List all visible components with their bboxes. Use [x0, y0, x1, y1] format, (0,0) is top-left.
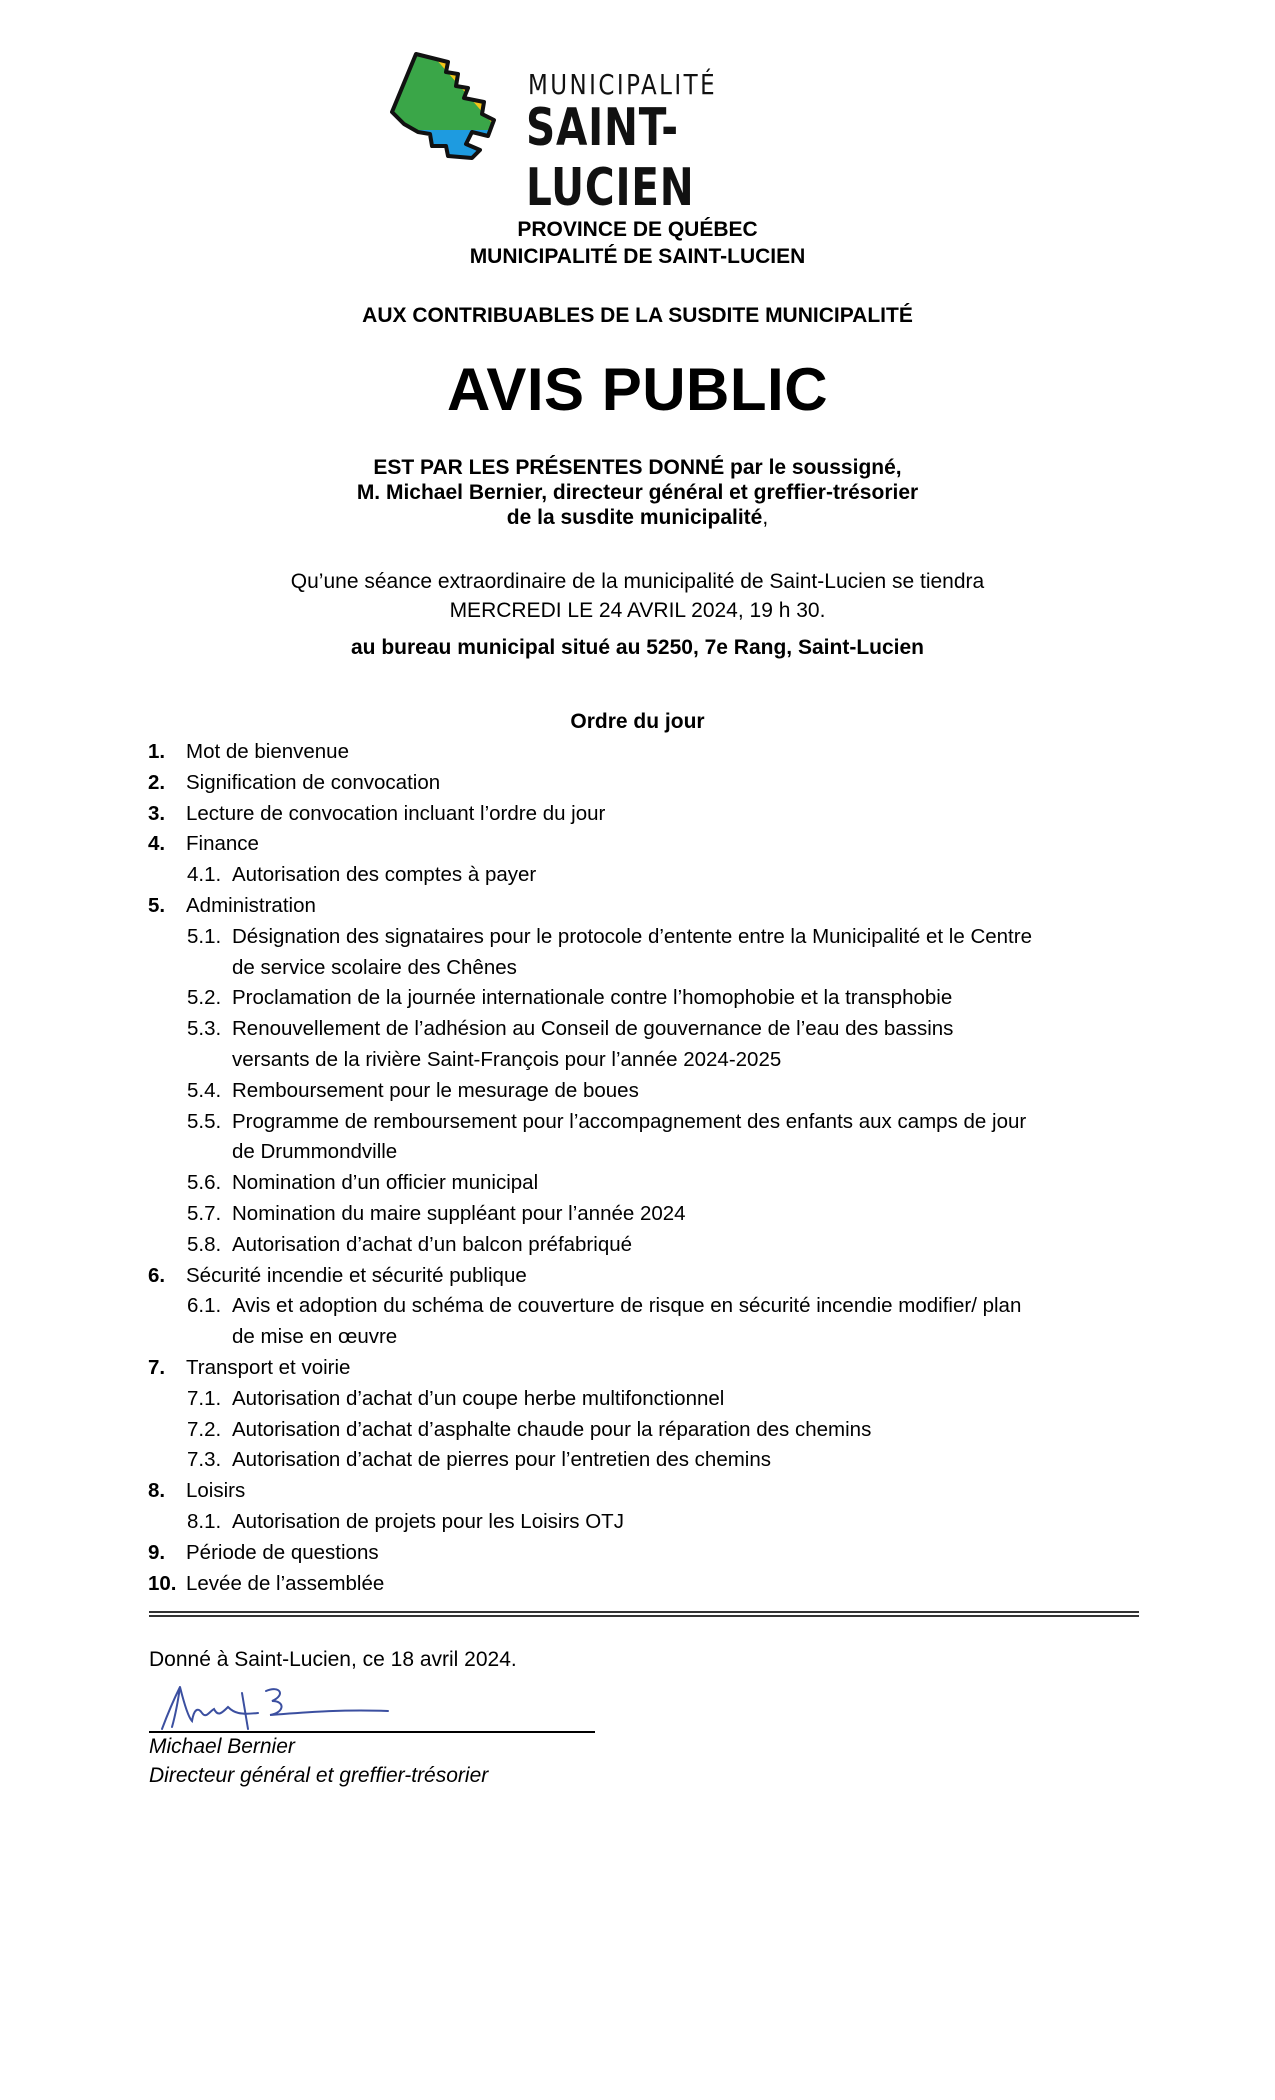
- agenda-subitem-number: 8.1.: [187, 1510, 222, 1533]
- agenda-subitem-continuation: [232, 1140, 397, 1164]
- agenda-subitem: [187, 1448, 771, 1472]
- signature-line: [149, 1731, 595, 1733]
- agenda-item-label: Mot de bienvenue: [186, 740, 349, 763]
- municipality-map-icon: [388, 50, 513, 160]
- agenda-item-label: Loisirs: [186, 1479, 246, 1503]
- agenda-subitem-text: de mise en œuvre: [232, 1325, 398, 1349]
- intro-bold-phrase: EST PAR LES PRÉSENTES DONNÉ: [373, 456, 725, 479]
- agenda-item-number: 9.: [148, 1540, 166, 1564]
- agenda-subitem: [187, 1294, 1021, 1318]
- agenda-item: [148, 832, 259, 856]
- page-title: AVIS PUBLIC: [446, 356, 829, 423]
- agenda-subitem: [187, 1017, 953, 1041]
- agenda-subitem-text: Programme de remboursement pour l’accompagnement des enfants aux camps de jour: [232, 1109, 1027, 1133]
- agenda-subitem-number: 5.6.: [187, 1171, 222, 1195]
- logo-saint-lucien-text: SAINT-LUCIEN: [526, 98, 695, 218]
- agenda-subitem-number: 7.3.: [187, 1448, 222, 1472]
- agenda-subitem-text: Autorisation de projets pour les Loisirs OTJ: [232, 1510, 624, 1533]
- agenda-item-label: Administration: [186, 894, 316, 917]
- given-date-line: Donné à Saint-Lucien, ce 18 avril 2024.: [149, 1648, 517, 1671]
- agenda-item-label: Lecture de convocation incluant l’ordre du jour: [186, 801, 606, 825]
- agenda-subitem: [187, 1510, 624, 1534]
- agenda-item-label: Levée de l’assemblée: [186, 1571, 385, 1595]
- intro-line-2: M. Michael Bernier, directeur général et greffier-trésorier: [356, 481, 919, 504]
- agenda-item-label: Signification de convocation: [186, 770, 441, 794]
- agenda-item: [148, 802, 605, 826]
- agenda-item-number: 8.: [148, 1479, 166, 1503]
- municipality-logo: [388, 50, 828, 218]
- municipality-heading: MUNICIPALITÉ DE SAINT-LUCIEN: [469, 245, 806, 268]
- agenda-item-label: Transport et voirie: [186, 1356, 351, 1379]
- agenda-subitem-number: 5.1.: [187, 924, 222, 948]
- agenda-subitem-text: de service scolaire des Chênes: [232, 955, 517, 979]
- agenda-subitem-number: 5.4.: [187, 1078, 222, 1102]
- agenda-subitem-text: versants de la rivière Saint-François pour l’année 2024-2025: [232, 1048, 782, 1071]
- agenda-item-number: 1.: [148, 740, 166, 763]
- signatory-role: Directeur général et greffier-trésorier: [149, 1764, 489, 1787]
- agenda-subitem-text: Avis et adoption du schéma de couverture de risque en sécurité incendie modifier/ plan: [232, 1294, 1022, 1318]
- agenda-subitem-text: Autorisation des comptes à payer: [232, 863, 537, 887]
- agenda-subitem-number: 7.1.: [187, 1386, 222, 1410]
- meeting-date: MERCREDI LE 24 AVRIL 2024, 19 h 30.: [449, 599, 826, 622]
- meeting-location: au bureau municipal situé au 5250, 7e Rang, Saint-Lucien: [351, 636, 924, 659]
- agenda-item: [148, 771, 440, 795]
- agenda-subitem: [187, 1079, 639, 1103]
- agenda-subitem-number: 4.1.: [187, 863, 222, 887]
- agenda-subitem: [187, 1387, 724, 1411]
- agenda-subitem-text: de Drummondville: [232, 1140, 398, 1164]
- agenda-subitem-number: 5.5.: [187, 1109, 222, 1133]
- agenda-subitem-text: Autorisation d’achat d’un balcon préfabriqué: [232, 1232, 633, 1256]
- agenda-item: [148, 1479, 245, 1503]
- agenda-subitem-text: Autorisation d’achat d’un coupe herbe multifonctionnel: [232, 1386, 725, 1410]
- agenda-item-number: 6.: [148, 1263, 166, 1287]
- agenda-subitem: [187, 1233, 632, 1257]
- agenda-subitem: [187, 925, 1032, 949]
- intro-line-1: [0, 456, 1275, 480]
- intro-line-3-bold: de la susdite municipalité: [506, 506, 763, 529]
- agenda-item: [148, 740, 349, 764]
- agenda-subitem-continuation: [232, 1325, 397, 1349]
- agenda-item-label: Sécurité incendie et sécurité publique: [186, 1263, 527, 1287]
- agenda-subitem: [187, 1202, 686, 1226]
- agenda-item: [148, 894, 316, 918]
- section-divider: [149, 1611, 1139, 1617]
- signatory-name: Michael Bernier: [149, 1735, 295, 1758]
- agenda-subitem-continuation: [232, 956, 517, 980]
- agenda-item: [148, 1356, 350, 1380]
- agenda-subitem-number: 5.8.: [187, 1232, 222, 1256]
- province-heading: PROVINCE DE QUÉBEC: [517, 218, 758, 241]
- intro-line-3: [0, 506, 1275, 530]
- agenda-item: [148, 1541, 379, 1565]
- agenda-item: [148, 1572, 384, 1596]
- agenda-subitem-text: Remboursement pour le mesurage de boues: [232, 1078, 639, 1102]
- logo-municipalite-text: MUNICIPALITÉ: [528, 68, 718, 101]
- agenda-item-label: Finance: [186, 832, 259, 856]
- agenda-item-number: 3.: [148, 801, 166, 825]
- intro-line-3-rest: ,: [762, 506, 769, 529]
- agenda-subitem: [187, 1171, 538, 1195]
- agenda-subitem-text: Autorisation d’achat d’asphalte chaude pour la réparation des chemins: [232, 1417, 872, 1441]
- agenda-subitem-number: 5.3.: [187, 1017, 222, 1041]
- agenda-subitem-text: Renouvellement de l’adhésion au Conseil de gouvernance de l’eau des bassins: [232, 1017, 954, 1041]
- agenda-subitem: [187, 1110, 1026, 1134]
- agenda-subitem-text: Nomination du maire suppléant pour l’année 2024: [232, 1202, 686, 1225]
- audience-heading: AUX CONTRIBUABLES DE LA SUSDITE MUNICIPALITÉ: [362, 304, 913, 327]
- agenda-subitem-number: 5.2.: [187, 986, 222, 1010]
- agenda-item-number: 4.: [148, 832, 166, 856]
- meeting-line-1: Qu’une séance extraordinaire de la municipalité de Saint-Lucien se tiendra: [290, 570, 985, 593]
- agenda-subitem-number: 5.7.: [187, 1202, 222, 1225]
- agenda-subitem-text: Proclamation de la journée internationale contre l’homophobie et la transphobie: [232, 986, 953, 1010]
- agenda-item-label: Période de questions: [186, 1540, 379, 1564]
- agenda-item-number: 2.: [148, 770, 166, 794]
- agenda-subitem-number: 7.2.: [187, 1417, 222, 1441]
- intro-rest: par le soussigné,: [724, 456, 902, 479]
- agenda-item: [148, 1264, 527, 1288]
- agenda-item-number: 5.: [148, 894, 166, 917]
- agenda-subitem: [187, 986, 952, 1010]
- agenda-item-number: 10.: [148, 1571, 177, 1595]
- agenda-subitem-text: Nomination d’un officier municipal: [232, 1171, 539, 1195]
- agenda-subitem-number: 6.1.: [187, 1294, 222, 1318]
- agenda-subitem-continuation: [232, 1048, 781, 1072]
- agenda-subitem-text: Autorisation d’achat de pierres pour l’entretien des chemins: [232, 1448, 771, 1472]
- agenda-subitem: [187, 863, 536, 887]
- agenda-heading: Ordre du jour: [570, 710, 705, 733]
- handwritten-signature-icon: [158, 1683, 418, 1733]
- agenda-item-number: 7.: [148, 1356, 166, 1379]
- agenda-subitem: [187, 1418, 871, 1442]
- agenda-subitem-text: Désignation des signataires pour le protocole d’entente entre la Municipalité et le Centre: [232, 924, 1032, 948]
